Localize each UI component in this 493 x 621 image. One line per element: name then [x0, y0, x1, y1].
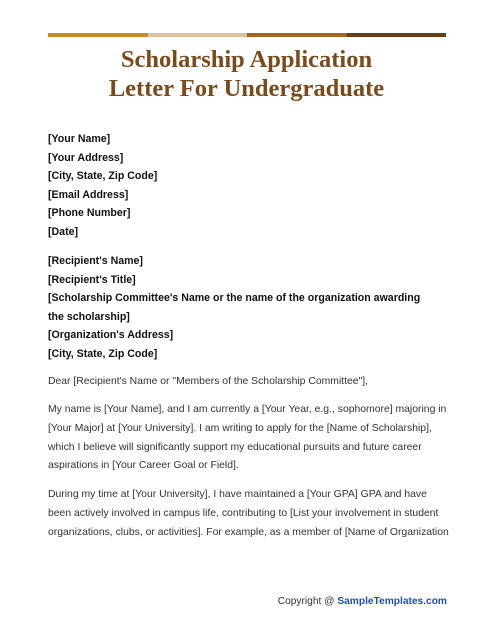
sampletemplates-link[interactable]: SampleTemplates.com — [337, 596, 447, 607]
accent-segment-3 — [247, 33, 347, 37]
recipient-address: [Organization's Address] — [48, 329, 174, 342]
sender-address: [Your Address] — [48, 151, 124, 164]
recipient-block — [48, 252, 438, 364]
accent-segment-4 — [347, 33, 447, 37]
sender-block — [48, 130, 448, 242]
sender-phone: [Phone Number] — [48, 207, 131, 220]
body-paragraph-1: My name is [Your Name], and I am currently a [Your Year, e.g., sophomore] majoring in [Your Major] at [Your University]. I am writing to apply for the [Name of Scholarship], which I believe will significantly support my educational pursuits and future career aspirations in [Your Career Goal or Field]. — [48, 404, 447, 472]
sender-city-state-zip: [City, State, Zip Code] — [48, 170, 158, 183]
salutation: Dear [Recipient's Name or "Members of the Scholarship Committee"], — [48, 376, 369, 387]
sender-date: [Date] — [48, 225, 79, 238]
accent-segment-1 — [48, 33, 148, 37]
title-line-1: Scholarship Application — [120, 46, 373, 73]
title-line-2: Letter For Undergraduate — [108, 75, 385, 102]
accent-segment-2 — [148, 33, 248, 37]
recipient-name: [Recipient's Name] — [48, 255, 143, 267]
recipient-title: [Recipient's Title] — [48, 273, 136, 286]
body-paragraph-2: During my time at [Your University], I have maintained a [Your GPA] GPA and have been actively involved in campus life, contributing to [List your involvement in student organizations, clubs, or activities]. For example, as a member of [Name of Organization — [48, 489, 449, 538]
copyright-footer — [278, 596, 447, 607]
recipient-organization: [Scholarship Committee's Name or the name of the organization awarding the scholarship] — [48, 292, 421, 323]
copyright-prefix: Copyright @ — [277, 596, 338, 607]
recipient-city-state-zip: [City, State, Zip Code] — [48, 347, 158, 360]
sender-name: [Your Name] — [48, 133, 111, 145]
sender-email: [Email Address] — [48, 188, 129, 201]
document-title — [30, 45, 463, 103]
top-accent-bar — [48, 33, 446, 37]
